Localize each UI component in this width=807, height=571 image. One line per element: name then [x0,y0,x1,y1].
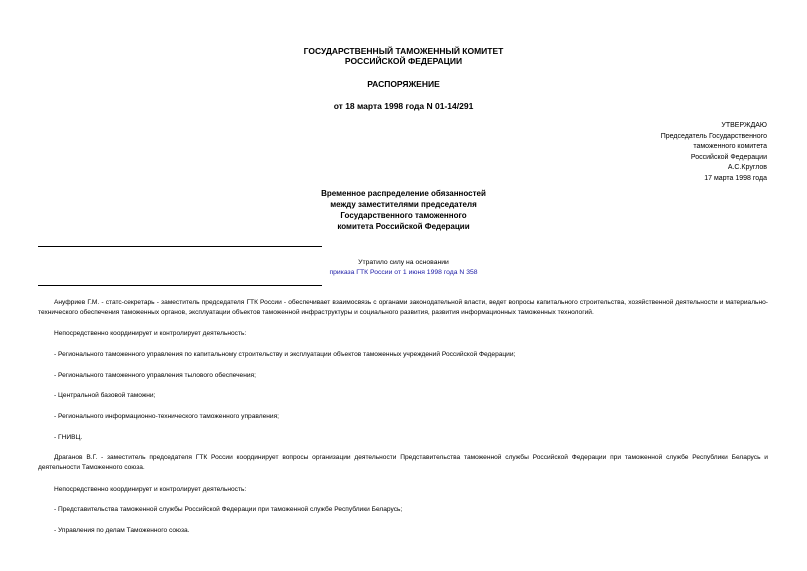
subject-line: Временное распределение обязанностей [321,189,486,198]
doc-date: от 18 марта 1998 года N 01-14/291 [333,101,474,111]
paragraph-coordinates-1: Непосредственно координирует и контролирует деятельность: [54,330,247,337]
approval-block [661,121,767,184]
approval-line: 17 марта 1998 года [704,174,767,182]
list-item: - Управления по делам Таможенного союза. [54,527,190,534]
list-item: - Регионального информационно-технического таможенного управления; [54,413,279,420]
divider-top [38,246,322,247]
doc-type: РАСПОРЯЖЕНИЕ [367,79,440,89]
approval-line: УТВЕРЖДАЮ [721,122,767,129]
document-subject [0,188,807,232]
subject-line: комитета Российской Федерации [337,222,470,231]
lost-force-notice [0,258,807,278]
lost-force-link[interactable]: приказа ГТК России от 1 июня 1998 года N 358 [329,269,478,276]
divider-bottom [38,285,322,286]
list-item: - Центральной базовой таможни; [54,392,156,399]
list-item: - Регионального таможенного управления тылового обеспечения; [54,372,256,379]
approval-line: Российской Федерации [690,153,767,161]
paragraph-draganov: Драганов В.Г. - заместитель председателя ГТК России координирует вопросы организации деятельности Представительства таможенной службы Российской Федерации при таможенной службе Республики Беларусь и деятельности Таможенного союза. [38,454,768,471]
org-title-line2: РОССИЙСКОЙ ФЕДЕРАЦИИ [344,56,463,66]
approval-line: таможенного комитета [693,143,767,150]
paragraph-coordinates-2: Непосредственно координирует и контролирует деятельность: [54,486,247,493]
paragraph-anufriev: Ануфриев Г.М. - статс-секретарь - заместитель председателя ГТК России - обеспечивает взаимосвязь с органами законодательной власти, ведет вопросы капитального строительства, хозяйственной деятельности и материально-технического обеспечения таможенных органов, эксплуатации объектов таможенной инфраструктуры и социального развития, развития информационных таможенных технологий. [38,299,768,316]
approval-line: А.С.Круглов [727,164,767,171]
list-item: - ГНИВЦ. [54,434,83,441]
list-item: - Регионального таможенного управления по капитальному строительству и эксплуатации объектов таможенных учреждений Российской Федерации; [54,351,516,358]
approval-line: Председатель Государственного [660,132,767,140]
org-title-line1: ГОСУДАРСТВЕННЫЙ ТАМОЖЕННЫЙ КОМИТЕТ [303,46,504,56]
lost-force-text: Утратило силу на основании [358,259,449,266]
subject-line: между заместителями председателя [330,200,477,209]
subject-line: Государственного таможенного [340,211,467,220]
list-item: - Представительства таможенной службы Российской Федерации при таможенной службе Республики Беларусь; [54,506,403,513]
